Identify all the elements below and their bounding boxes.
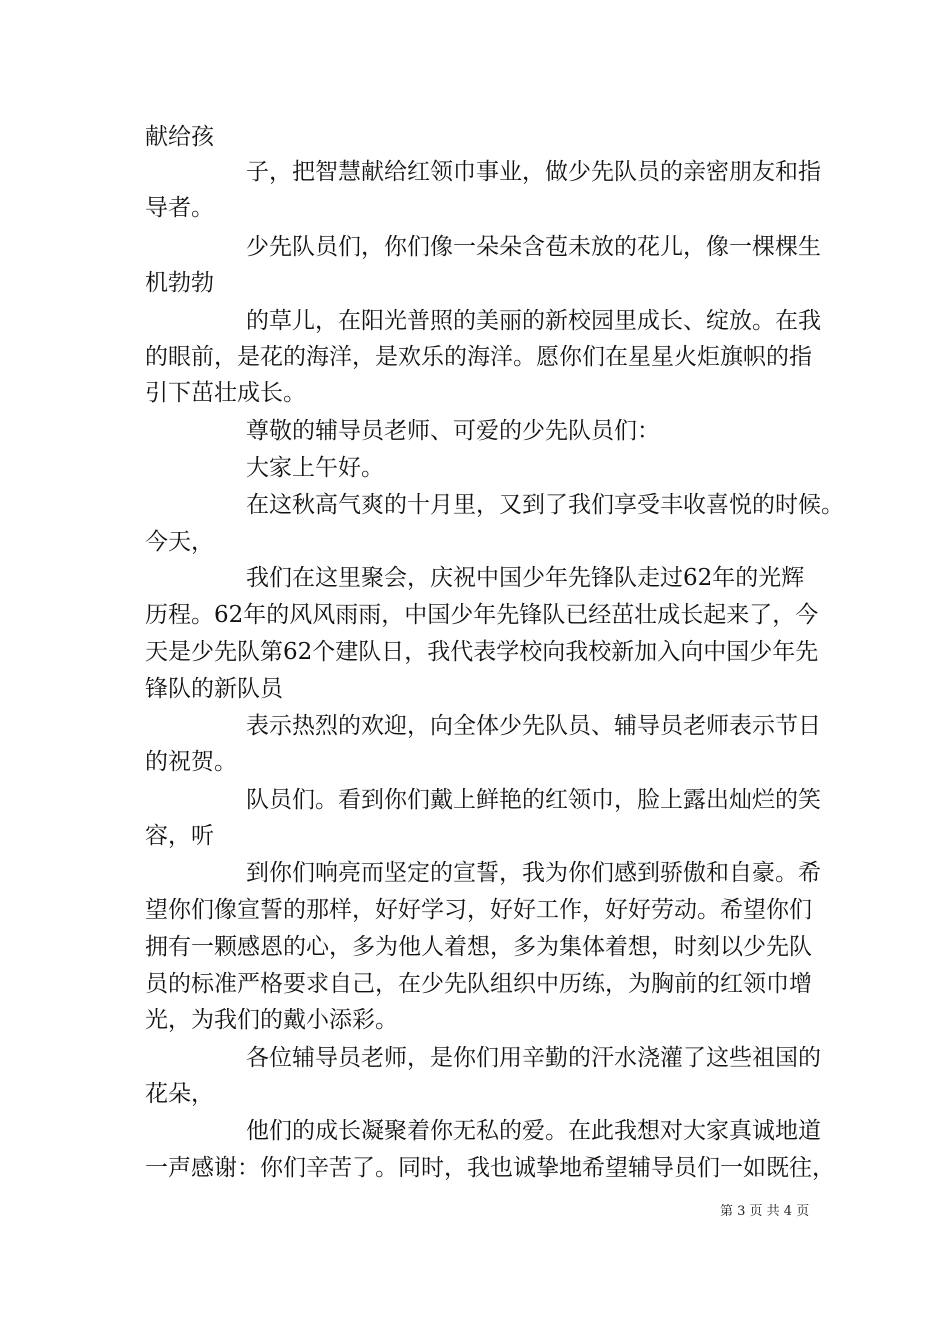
- text-line: 今天，: [145, 529, 214, 555]
- page-number: 第 3 页 共 4 页: [720, 1204, 810, 1219]
- text-line: 大家上午好。: [246, 455, 384, 481]
- text-line: 容，听: [145, 823, 214, 849]
- text-line: 花朵，: [145, 1081, 214, 1107]
- text-line: 我们在这里聚会，庆祝中国少年先锋队走过62年的光辉: [246, 565, 805, 591]
- text-line: 历程。62年的风风雨雨，中国少年先锋队已经茁壮成长起来了，今: [145, 602, 819, 628]
- text-line: 锋队的新队员: [145, 676, 283, 702]
- text-line: 一声感谢：你们辛苦了。同时，我也诚挚地希望辅导员们一如既往，: [145, 1155, 835, 1181]
- text-line: 献给孩: [145, 124, 214, 150]
- text-line: 的草儿，在阳光普照的美丽的新校园里成长、绽放。在我: [246, 308, 821, 334]
- text-line: 望你们像宣誓的那样，好好学习，好好工作，好好劳动。希望你们: [145, 897, 812, 923]
- text-line: 到你们响亮而坚定的宣誓，我为你们感到骄傲和自豪。希: [246, 860, 821, 886]
- text-line: 引下茁壮成长。: [145, 380, 306, 406]
- text-line: 的祝贺。: [145, 749, 237, 775]
- text-line: 拥有一颗感恩的心，多为他人着想，多为集体着想，时刻以少先队: [145, 934, 812, 960]
- text-line: 机勃勃: [145, 270, 214, 296]
- text-line: 尊敬的辅导员老师、可爱的少先队员们：: [246, 418, 660, 444]
- text-line: 表示热烈的欢迎，向全体少先队员、辅导员老师表示节日: [246, 713, 821, 739]
- text-line: 导者。: [145, 195, 214, 221]
- text-line: 队员们。看到你们戴上鲜艳的红领巾，脸上露出灿烂的笑: [246, 787, 821, 813]
- text-line: 子，把智慧献给红领巾事业，做少先队员的亲密朋友和指: [246, 159, 821, 185]
- text-line: 员的标准严格要求自己，在少先队组织中历练，为胸前的红领巾增: [145, 971, 812, 997]
- text-line: 天是少先队第62个建队日，我代表学校向我校新加入向中国少年先: [145, 639, 819, 665]
- text-line: 各位辅导员老师，是你们用辛勤的汗水浇灌了这些祖国的: [246, 1045, 821, 1071]
- text-line: 在这秋高气爽的十月里，又到了我们享受丰收喜悦的时候。: [246, 492, 844, 518]
- text-line: 的眼前，是花的海洋，是欢乐的海洋。愿你们在星星火炬旗帜的指: [145, 344, 812, 370]
- text-line: 他们的成长凝聚着你无私的爱。在此我想对大家真诚地道: [246, 1118, 821, 1144]
- text-line: 光，为我们的戴小添彩。: [145, 1007, 398, 1033]
- text-line: 少先队员们，你们像一朵朵含苞未放的花儿，像一棵棵生: [246, 234, 821, 260]
